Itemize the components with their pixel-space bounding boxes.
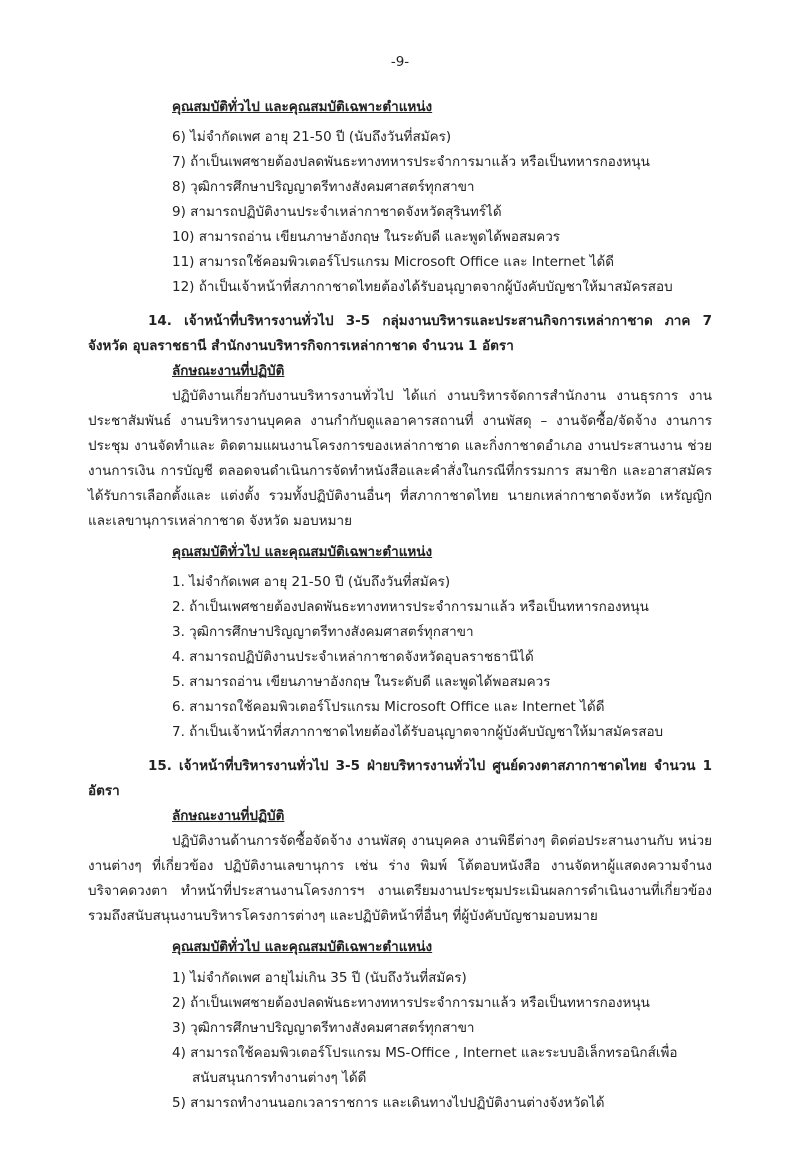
qualification-item: 12) ถ้าเป็นเจ้าหน้าที่สภากาชาดไทยต้องได้รับอนุญาตจากผู้บังคับบัญชาให้มาสมัครสอบ xyxy=(172,279,673,295)
duties-line: หน่วยงานต่างๆ ที่เกี่ยวข้อง ปฏิบัติงานเลขานุการ เช่น ร่าง พิมพ์ โต้ตอบหนังสือ งานจัดหาผู้แสดงความจำนง xyxy=(88,833,712,874)
duties-line: บริจาคดวงตา ทำหน้าที่ประสานงานโครงการฯ งานเตรียมงานประชุมประเมินผลการดำเนินงานที่เกี่ยวข้อง xyxy=(88,883,712,899)
qualifications-heading: คุณสมบัติทั่วไป และคุณสมบัติเฉพาะตำแหน่ง xyxy=(172,99,433,115)
qualification-item: 6. สามารถใช้คอมพิวเตอร์โปรแกรม Microsoft Office และ Internet ได้ดี xyxy=(172,699,605,715)
qualification-item: 3. วุฒิการศึกษาปริญญาตรีทางสังคมศาสตร์ทุกสาขา xyxy=(172,624,474,640)
duties-heading: ลักษณะงานที่ปฏิบัติ xyxy=(172,808,285,824)
qualification-item: 6) ไม่จำกัดเพศ อายุ 21-50 ปี (นับถึงวันที่สมัคร) xyxy=(172,129,452,145)
qualification-item: 5. สามารถอ่าน เขียนภาษาอังกฤษ ในระดับดี และพูดได้พอสมควร xyxy=(172,674,551,690)
section13-qualifications xyxy=(88,95,712,300)
duties-line: งานบริหารงานบุคคล งานกำกับดูแลอาคารสถานที่ งานพัสดุ – งานจัดซื้อ/จัดจ้าง งานการประชุม งานจัดทำและ xyxy=(88,413,712,454)
qualification-item: 11) สามารถใช้คอมพิวเตอร์โปรแกรม Microsoft Office และ Internet ได้ดี xyxy=(172,254,615,270)
duties-line: ตลอดจนดำเนินการจัดทำหนังสือและคำสั่งในกรณีที่กรรมการ สมาชิก และอาสาสมัครได้รับการเลือกตั้งและ xyxy=(88,463,713,504)
qualification-item: 2) ถ้าเป็นเพศชายต้องปลดพันธะทางทหารประจำการมาแล้ว หรือเป็นทหารกองหนุน xyxy=(172,995,650,1011)
duties-line: จังหวัด มอบหมาย xyxy=(249,513,352,529)
qualification-item: 4) สามารถใช้คอมพิวเตอร์โปรแกรม MS-Office , Internet และระบบอิเล็กทรอนิกส์เพื่อ xyxy=(172,1045,678,1061)
duties-heading: ลักษณะงานที่ปฏิบัติ xyxy=(172,363,285,379)
qualification-item: 4. สามารถปฏิบัติงานประจำเหล่ากาชาดจังหวัดอุบลราชธานีได้ xyxy=(172,649,534,665)
qualifications-heading: คุณสมบัติทั่วไป และคุณสมบัติเฉพาะตำแหน่ง xyxy=(172,939,433,955)
duties-line: ติดตามแผนงานโครงการของเหล่ากาชาด และกิ่งกาชาดอำเภอ งานประสานงาน ช่วยงานการเงิน การบัญชี xyxy=(88,438,712,479)
duties-paragraph xyxy=(88,829,712,929)
qualification-item: 7. ถ้าเป็นเจ้าหน้าที่สภากาชาดไทยต้องได้รับอนุญาตจากผู้บังคับบัญชาให้มาสมัครสอบ xyxy=(172,724,664,740)
qualification-item: 3) วุฒิการศึกษาปริญญาตรีทางสังคมศาสตร์ทุกสาขา xyxy=(172,1020,475,1036)
duties-line: แต่งตั้ง รวมทั้งปฏิบัติงานอื่นๆ ที่สภากาชาดไทย นายกเหล่ากาชาดจังหวัด เหรัญญิก และเลขานุการเหล่ากาชาด xyxy=(88,488,713,529)
qualification-item-cont: สนับสนุนการทำงานต่างๆ ได้ดี xyxy=(192,1070,367,1086)
section14 xyxy=(88,309,712,745)
duties-line: รวมถึงสนับสนุนงานบริหารโครงการต่างๆ และปฏิบัติหน้าที่อื่นๆ ที่ผู้บังคับบัญชามอบหมาย xyxy=(88,908,598,924)
position-title xyxy=(88,309,712,359)
position-title-cont: อุบลราชธานี สำนักงานบริหารกิจการเหล่ากาชาด จำนวน 1 อัตรา xyxy=(132,338,514,354)
qualification-item: 10) สามารถอ่าน เขียนภาษาอังกฤษ ในระดับดี และพูดได้พอสมควร xyxy=(172,229,561,245)
qualification-item: 1) ไม่จำกัดเพศ อายุไม่เกิน 35 ปี (นับถึงวันที่สมัคร) xyxy=(172,970,467,986)
qualification-item: 8) วุฒิการศึกษาปริญญาตรีทางสังคมศาสตร์ทุกสาขา xyxy=(172,179,475,195)
duties-paragraph xyxy=(88,384,712,534)
qualification-item: 1. ไม่จำกัดเพศ อายุ 21-50 ปี (นับถึงวันที่สมัคร) xyxy=(172,574,451,590)
position-title: 15. เจ้าหน้าที่บริหารงานทั่วไป 3-5 ฝ่ายบริหารงานทั่วไป ศูนย์ดวงตาสภากาชาดไทย จำนวน 1 อัตรา xyxy=(88,758,712,799)
position-title-line: 14. เจ้าหน้าที่บริหารงานทั่วไป 3-5 กลุ่มงานบริหารและประสานกิจการเหล่ากาชาด ภาค 7 จังหวัด xyxy=(88,313,712,354)
page-number: -9- xyxy=(390,54,410,70)
section15 xyxy=(88,754,712,1116)
duties-line: ปฏิบัติงานด้านการจัดซื้อจัดจ้าง งานพัสดุ งานบุคคล งานพิธีต่างๆ ติดต่อประสานงานกับ xyxy=(172,833,674,849)
qualification-item: 9) สามารถปฏิบัติงานประจำเหล่ากาชาดจังหวัดสุรินทร์ได้ xyxy=(172,204,502,220)
qualification-item: 7) ถ้าเป็นเพศชายต้องปลดพันธะทางทหารประจำการมาแล้ว หรือเป็นทหารกองหนุน xyxy=(172,154,650,170)
qualifications-heading: คุณสมบัติทั่วไป และคุณสมบัติเฉพาะตำแหน่ง xyxy=(172,544,433,560)
qualification-item: 2. ถ้าเป็นเพศชายต้องปลดพันธะทางทหารประจำการมาแล้ว หรือเป็นทหารกองหนุน xyxy=(172,599,649,615)
qualification-item: 5) สามารถทำงานนอกเวลาราชการ และเดินทางไปปฏิบัติงานต่างจังหวัดได้ xyxy=(172,1095,605,1111)
duties-line: ปฏิบัติงานเกี่ยวกับงานบริหารงานทั่วไป ได้แก่ งานบริหารจัดการสำนักงาน งานธุรการ งานประชาสัมพันธ์ xyxy=(88,388,712,429)
